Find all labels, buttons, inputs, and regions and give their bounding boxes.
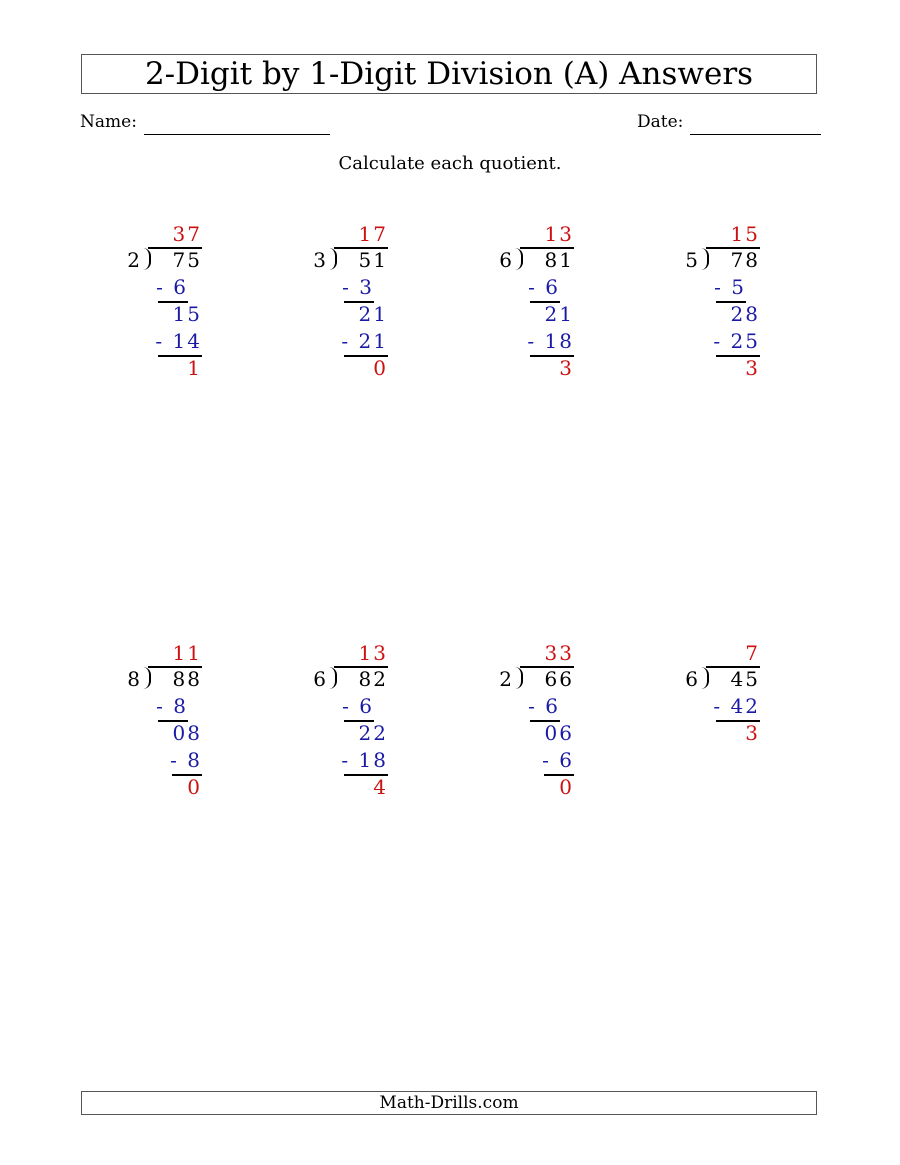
- quotient: 37: [172, 222, 202, 246]
- dividend: 75: [172, 248, 202, 272]
- divisor: 2: [499, 667, 512, 691]
- division-problem-5: [82, 641, 202, 841]
- quotient: 13: [358, 641, 388, 665]
- division-problem-7: [454, 641, 574, 841]
- remainder: 3: [559, 356, 574, 380]
- subtraction-step: - 3: [342, 275, 374, 299]
- instructions: Calculate each quotient.: [338, 153, 562, 174]
- remainder: 4: [373, 775, 388, 799]
- subtraction-step: - 6: [156, 275, 188, 299]
- partial-dividend: 28: [730, 302, 760, 326]
- divisor: 8: [127, 667, 140, 691]
- subtraction-step: - 5: [714, 275, 746, 299]
- quotient: 11: [172, 641, 202, 665]
- remainder: 1: [187, 356, 202, 380]
- dividend: 45: [730, 667, 760, 691]
- remainder: 3: [745, 721, 760, 745]
- worksheet-title: 2-Digit by 1-Digit Division (A) Answers: [81, 54, 817, 94]
- partial-dividend: 21: [358, 302, 388, 326]
- quotient: 7: [745, 641, 760, 665]
- subtraction-step: - 42: [713, 694, 760, 718]
- dividend: 78: [730, 248, 760, 272]
- remainder: 0: [373, 356, 388, 380]
- subtraction-step: - 14: [155, 329, 202, 353]
- subtraction-step: - 6: [342, 694, 374, 718]
- division-problem-1: [82, 222, 202, 422]
- partial-dividend: 08: [172, 721, 202, 745]
- subtraction-step: - 18: [341, 748, 388, 772]
- partial-dividend: 22: [358, 721, 388, 745]
- quotient: 17: [358, 222, 388, 246]
- subtraction-step: - 6: [528, 275, 560, 299]
- quotient: 13: [544, 222, 574, 246]
- subtraction-step: - 25: [713, 329, 760, 353]
- subtraction-step: - 18: [527, 329, 574, 353]
- division-problem-6: [268, 641, 388, 841]
- division-problem-8: [640, 641, 760, 841]
- name-label: Name:: [80, 112, 137, 132]
- name-field-line: [144, 134, 330, 135]
- partial-dividend: 15: [172, 302, 202, 326]
- dividend: 66: [544, 667, 574, 691]
- divisor: 6: [685, 667, 698, 691]
- quotient: 15: [730, 222, 760, 246]
- divisor: 5: [685, 248, 698, 272]
- dividend: 51: [358, 248, 388, 272]
- subtraction-step: - 8: [170, 748, 202, 772]
- partial-dividend: 21: [544, 302, 574, 326]
- remainder: 0: [187, 775, 202, 799]
- divisor: 3: [313, 248, 326, 272]
- subtraction-step: - 8: [156, 694, 188, 718]
- remainder: 0: [559, 775, 574, 799]
- dividend: 82: [358, 667, 388, 691]
- date-label: Date:: [637, 112, 684, 132]
- division-problem-3: [454, 222, 574, 422]
- dividend: 88: [172, 667, 202, 691]
- partial-dividend: 06: [544, 721, 574, 745]
- divisor: 2: [127, 248, 140, 272]
- division-problem-4: [640, 222, 760, 422]
- dividend: 81: [544, 248, 574, 272]
- divisor: 6: [499, 248, 512, 272]
- date-field-line: [690, 134, 821, 135]
- subtraction-step: - 21: [341, 329, 388, 353]
- quotient: 33: [544, 641, 574, 665]
- remainder: 3: [745, 356, 760, 380]
- footer: Math-Drills.com: [81, 1091, 817, 1115]
- subtraction-step: - 6: [528, 694, 560, 718]
- divisor: 6: [313, 667, 326, 691]
- division-problem-2: [268, 222, 388, 422]
- subtraction-step: - 6: [542, 748, 574, 772]
